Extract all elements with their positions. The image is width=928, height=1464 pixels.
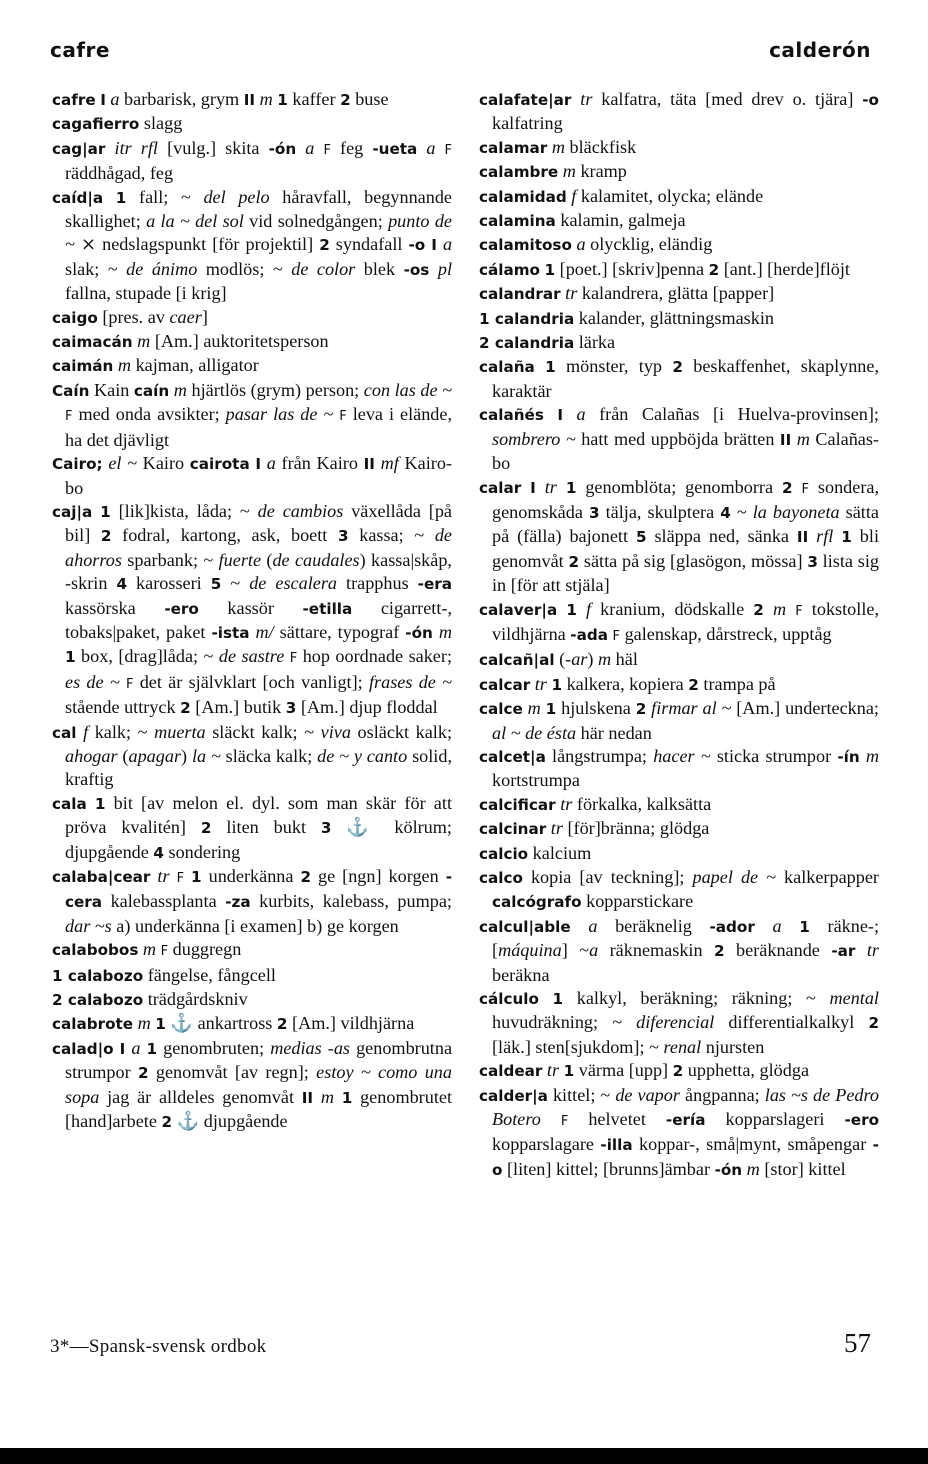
dictionary-entry: calder|a kittel; ~ de vapor ångpanna; las ~s de Pedro Botero F helvetet -ería kopparslageri -ero kopparslagare -illa koppar-, små|mynt, småpengar -o [liten] kittel; [brunns]ämbar -ón m [stor] kittel <box>479 1084 879 1179</box>
dictionary-entry: 1 calandria kalander, glättningsmaskin <box>479 307 774 328</box>
dictionary-entry: calañés I a från Calañas [i Huelva-provinsen]; sombrero ~ hatt med uppböjda brätten II m Calañas-bo <box>479 404 879 474</box>
dictionary-entry: calcio kalcium <box>479 842 592 863</box>
dictionary-entry: Cairo; el ~ Kairo cairota I a från Kairo II mf Kairo-bo <box>52 453 453 498</box>
dictionary-entry: cala 1 bit [av melon el. dyl. som man skär för att pröva kvalitén] 2 liten bukt 3 ⚓ kölrum; djupgående 4 sondering <box>52 792 452 862</box>
dictionary-entry: caj|a 1 [lik]kista, låda; ~ de cambios växellåda [på bil] 2 fodral, kartong, ask, boett 3 kassa; ~ de ahorros sparbank; ~ fuerte (de caudales) kassa|skåp, -skrin 4 karosseri 5 ~ de escalera trapphus -era kassörska -ero kassör -etilla cigarrett-, tobaks|paket, paket -ista m/ sättare, typograf -ón m 1 box, [drag]låda; ~ de sastre F hop oordnade saker; es de ~ F det är självklart [och vanligt]; frases de ~ stående uttryck 2 [Am.] butik 3 [Am.] djup floddal <box>52 500 453 718</box>
dictionary-entry: calamidad f kalamitet, olycka; elände <box>479 185 764 206</box>
dictionary-entry: calamina kalamin, galmeja <box>479 210 686 231</box>
dictionary-entry: calambre m kramp <box>479 161 627 182</box>
dictionary-entry: 2 calabozo trädgårdskniv <box>52 989 248 1010</box>
dictionary-entry: calafate|ar tr kalfatra, täta [med drev o. tjära] -o kalfatring <box>479 89 879 134</box>
dictionary-entry: caldear tr 1 värma [upp] 2 upphetta, glödga <box>479 1060 810 1081</box>
dictionary-entry: cagafierro slagg <box>52 113 183 134</box>
dictionary-entry: calamitoso a olycklig, eländig <box>479 234 713 255</box>
dictionary-entry: 1 calabozo fängelse, fångcell <box>52 964 276 985</box>
scan-border <box>0 1448 928 1464</box>
dictionary-entry: calaña 1 mönster, typ 2 beskaffenhet, skaplynne, karaktär <box>479 356 880 401</box>
dictionary-entry: calamar m bläckfisk <box>479 136 637 157</box>
footer-signature: 3*—Spansk-svensk ordbok <box>50 1336 267 1357</box>
dictionary-entry: caíd|a 1 fall; ~ del pelo håravfall, begynnande skallighet; a la ~ del sol vid solnedgången; punto de ~ ⨯ nedslagspunkt [för projektil] 2 syndafall -o I a slak; ~ de ánimo modlös; ~ de color blek -os pl fallna, stupade [i krig] <box>52 186 453 304</box>
dictionary-entry: calcul|able a beräknelig -ador a 1 räkne-; [máquina] ~a räknemaskin 2 beräknande -ar tr beräkna <box>479 915 880 985</box>
dictionary-entry: cal f kalk; ~ muerta släckt kalk; ~ viva osläckt kalk; ahogar (apagar) la ~ släcka kalk; de ~ y canto solid, kraftig <box>52 721 452 790</box>
dictionary-entry: Caín Kain caín m hjärtlös (grym) person; con las de ~ F med onda avsikter; pasar las de ~ F leva i elände, ha det djävligt <box>52 379 453 450</box>
dictionary-entry: calar I tr 1 genomblöta; genomborra 2 F sondera, genomskåda 3 tälja, skulptera 4 ~ la bayoneta sätta på (fälla) bajonett 5 släppa ned, sänka II rfl 1 bli genomvåt 2 sätta på sig [glasögon, mössa] 3 lista sig in [för att stjäla] <box>479 476 880 596</box>
dictionary-entry: calcañ|al (-ar) m häl <box>479 649 638 670</box>
dictionary-entry: calabrote m 1 ⚓ ankartross 2 [Am.] vildhjärna <box>52 1013 415 1034</box>
dictionary-entry: 2 calandria lärka <box>479 332 616 353</box>
left-column <box>52 88 452 1134</box>
page-number: 57 <box>844 1328 871 1358</box>
running-head-right: calderón <box>769 38 871 62</box>
dictionary-entry: calaba|cear tr F 1 underkänna 2 ge [ngn] korgen -cera kalebassplanta -za kurbits, kalebass, pumpa; dar ~s a) underkänna [i examen] b) ge korgen <box>52 866 453 936</box>
dictionary-entry: calabobos m F duggregn <box>52 939 242 960</box>
dictionary-entry: calaver|a 1 f kranium, dödskalle 2 m F tokstolle, vildhjärna -ada F galenskap, dårstreck, upptåg <box>479 598 879 644</box>
dictionary-entry: cag|ar itr rfl [vulg.] skita -ón a F feg -ueta a F räddhågad, feg <box>52 137 453 184</box>
dictionary-entry: calcinar tr [för]bränna; glödga <box>479 818 710 839</box>
dictionary-entry: cafre I a barbarisk, grym II m 1 kaffer 2 buse <box>52 89 389 109</box>
dictionary-entry: calco kopia [av teckning]; papel de ~ kalkerpapper calcógrafo kopparstickare <box>479 867 879 912</box>
dictionary-entry: calcet|a långstrumpa; hacer ~ sticka strumpor -ín m kortstrumpa <box>479 745 879 791</box>
dictionary-entry: caimán m kajman, alligator <box>52 355 259 376</box>
dictionary-entry: calce m 1 hjulskena 2 firmar al ~ [Am.] underteckna; al ~ de ésta här nedan <box>479 698 879 743</box>
dictionary-entry: cálculo 1 kalkyl, beräkning; räkning; ~ mental huvudräkning; ~ diferencial differentialkalkyl 2 [läk.] sten[sjukdom]; ~ renal njursten <box>479 988 880 1057</box>
dictionary-entry: caimacán m [Am.] auktoritetsperson <box>52 331 329 352</box>
dictionary-entry: calcificar tr förkalka, kalksätta <box>479 793 712 814</box>
dictionary-entry: calandrar tr kalandrera, glätta [papper] <box>479 283 775 304</box>
dictionary-entry: caigo [pres. av caer] <box>52 306 208 327</box>
dictionary-entry: calad|o I a 1 genombruten; medias -as genombrutna strumpor 2 genomvåt [av regn]; estoy ~ como una sopa jag är alldeles genomvåt II m 1 genombrutet [hand]arbete 2 ⚓ djupgående <box>52 1037 453 1132</box>
dictionary-entry: cálamo 1 [poet.] [skriv]penna 2 [ant.] [herde]flöjt <box>479 258 850 279</box>
running-head-left: cafre <box>50 38 110 62</box>
dictionary-entry: calcar tr 1 kalkera, kopiera 2 trampa på <box>479 673 776 694</box>
right-column <box>479 88 879 1182</box>
